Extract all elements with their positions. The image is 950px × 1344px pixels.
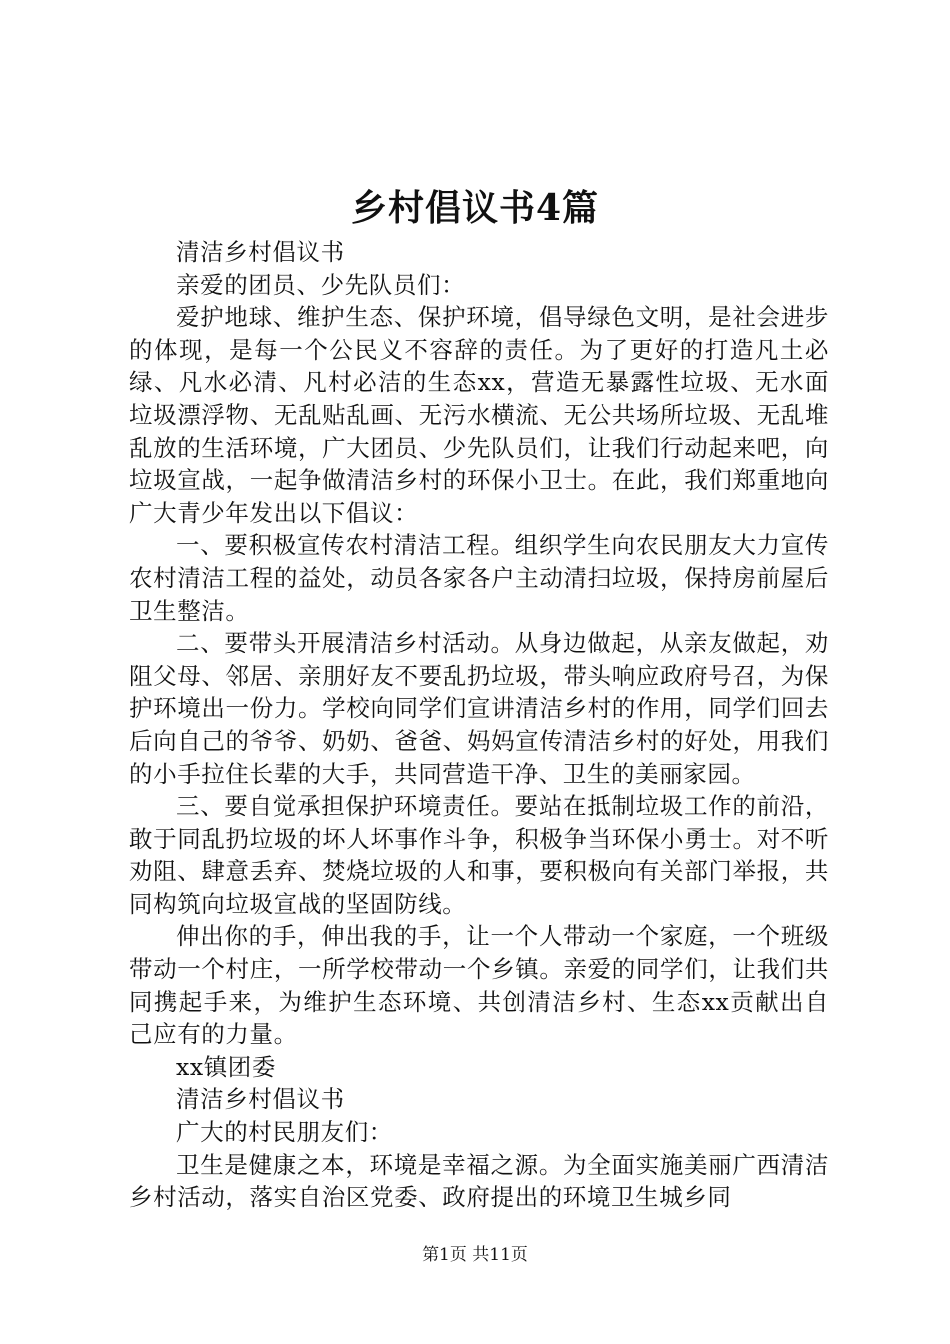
page-number: 第1页 共11页 bbox=[422, 1245, 528, 1265]
document-body bbox=[129, 236, 829, 1214]
paragraph-heading-1: 清洁乡村倡议书 bbox=[176, 238, 345, 266]
document-title: 乡村倡议书4篇 bbox=[350, 187, 600, 229]
paragraph-salutation-2: 广大的村民朋友们： bbox=[176, 1118, 393, 1147]
paragraph-point-2: 二、要带头开展清洁乡村活动。从身边做起，从亲友做起，劝阻父母、邻居、亲朋好友不要乱扔垃圾，带头响应政府号召，为保护环境出一份力。学校向同学们宣讲清洁乡村的作用，同学们回去后向自己的爷爷、奶奶、爸爸、妈妈宣传清洁乡村的好处，用我们的小手拉住长辈的大手，共同营造干净、卫生的美丽家园。 bbox=[129, 629, 829, 788]
paragraph-salutation-1: 亲爱的团员、少先队员们： bbox=[176, 270, 466, 299]
paragraph-heading-2: 清洁乡村倡议书 bbox=[176, 1085, 345, 1114]
paragraph-intro: 爱护地球、维护生态、保护环境，倡导绿色文明，是社会进步的体现，是每一个公民义不容辞的责任。为了更好的打造凡土必绿、凡水必清、凡村必洁的生态xx，营造无暴露性垃圾、无水面垃圾漂浮物、无乱贴乱画、无污水横流、无公共场所垃圾、无乱堆乱放的生活环境，广大团员、少先队员们，让我们行动起来吧，向垃圾宣战，一起争做清洁乡村的环保小卫士。在此，我们郑重地向广大青少年发出以下倡议： bbox=[129, 303, 829, 527]
paragraph-point-1: 一、要积极宣传农村清洁工程。组织学生向农民朋友大力宣传农村清洁工程的益处，动员各家各户主动清扫垃圾，保持房前屋后卫生整洁。 bbox=[129, 531, 829, 625]
paragraph-point-3: 三、要自觉承担保护环境责任。要站在抵制垃圾工作的前沿，敢于同乱扔垃圾的坏人坏事作斗争，积极争当环保小勇士。对不听劝阻、肆意丢弃、焚烧垃圾的人和事，要积极向有关部门举报，共同构筑向垃圾宣战的坚固防线。 bbox=[129, 792, 829, 918]
paragraph-intro-2: 卫生是健康之本，环境是幸福之源。为全面实施美丽广西清洁乡村活动，落实自治区党委、政府提出的环境卫生城乡同 bbox=[129, 1150, 829, 1212]
paragraph-signature: xx镇团委 bbox=[176, 1052, 277, 1081]
paragraph-closing: 伸出你的手，伸出我的手，让一个人带动一个家庭，一个班级带动一个村庄，一所学校带动一个乡镇。亲爱的同学们，让我们共同携起手来，为维护生态环境、共创清洁乡村、生态xx贡献出自己应有的力量。 bbox=[129, 922, 829, 1049]
